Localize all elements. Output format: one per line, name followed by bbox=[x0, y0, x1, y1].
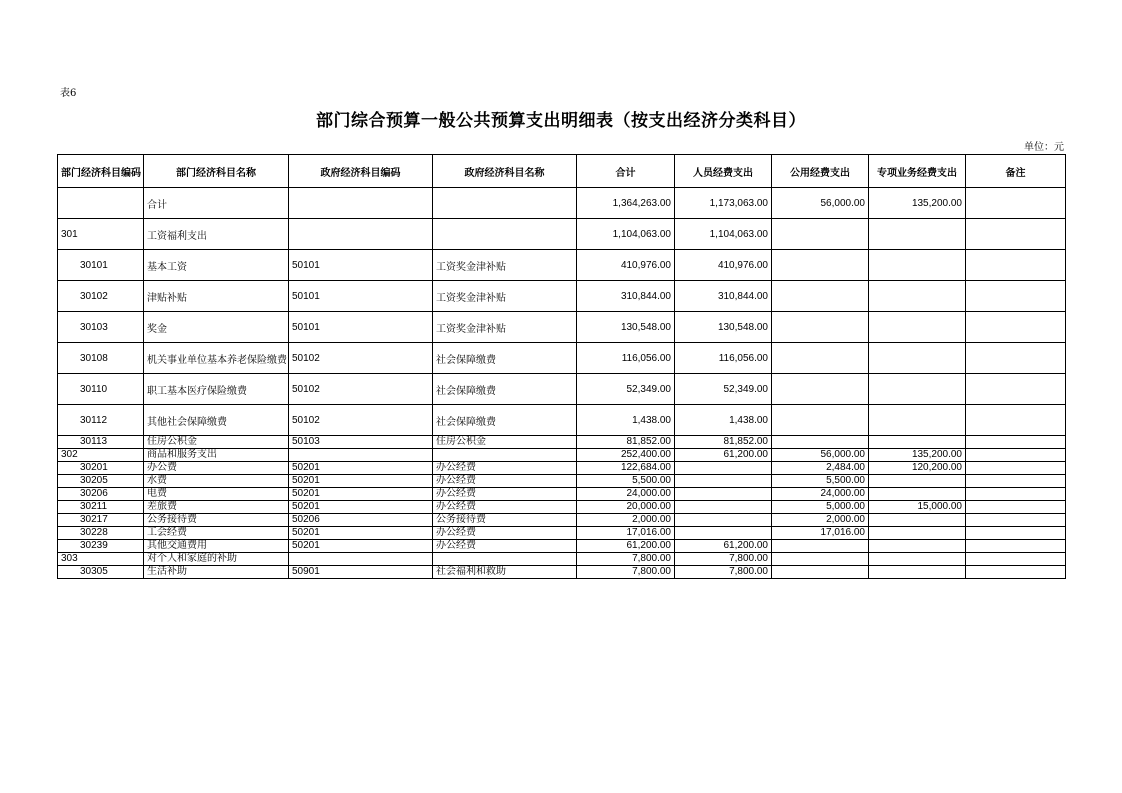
cell-gov-name: 办公经费 bbox=[433, 488, 577, 501]
cell-personnel: 130,548.00 bbox=[675, 312, 772, 343]
cell-special bbox=[869, 553, 966, 566]
cell-note bbox=[966, 540, 1066, 553]
table-row bbox=[58, 514, 1066, 527]
cell-note bbox=[966, 514, 1066, 527]
cell-dept-code: 30217 bbox=[58, 514, 144, 527]
cell-dept-name: 津贴补贴 bbox=[144, 281, 289, 312]
table-row bbox=[58, 475, 1066, 488]
cell-gov-code bbox=[289, 449, 433, 462]
table-number-label: 表6 bbox=[60, 88, 77, 99]
cell-total: 2,000.00 bbox=[577, 514, 675, 527]
cell-public: 24,000.00 bbox=[772, 488, 869, 501]
cell-public: 5,500.00 bbox=[772, 475, 869, 488]
cell-note bbox=[966, 312, 1066, 343]
cell-dept-name: 合计 bbox=[144, 188, 289, 219]
cell-gov-name bbox=[433, 188, 577, 219]
cell-dept-name: 其他交通费用 bbox=[144, 540, 289, 553]
cell-note bbox=[966, 188, 1066, 219]
cell-dept-name: 基本工资 bbox=[144, 250, 289, 281]
cell-personnel: 7,800.00 bbox=[675, 566, 772, 579]
cell-personnel bbox=[675, 462, 772, 475]
cell-public bbox=[772, 343, 869, 374]
cell-gov-name bbox=[433, 449, 577, 462]
cell-note bbox=[966, 475, 1066, 488]
cell-dept-code: 30228 bbox=[58, 527, 144, 540]
cell-dept-name: 工资福利支出 bbox=[144, 219, 289, 250]
cell-public bbox=[772, 405, 869, 436]
table-row bbox=[58, 501, 1066, 514]
table-row bbox=[58, 250, 1066, 281]
cell-note bbox=[966, 281, 1066, 312]
cell-special bbox=[869, 540, 966, 553]
cell-gov-name: 社会福利和救助 bbox=[433, 566, 577, 579]
cell-personnel: 1,173,063.00 bbox=[675, 188, 772, 219]
cell-dept-name: 工会经费 bbox=[144, 527, 289, 540]
cell-gov-name: 社会保障缴费 bbox=[433, 343, 577, 374]
cell-gov-name: 社会保障缴费 bbox=[433, 374, 577, 405]
cell-special bbox=[869, 374, 966, 405]
cell-personnel: 310,844.00 bbox=[675, 281, 772, 312]
cell-special bbox=[869, 436, 966, 449]
cell-gov-code: 50201 bbox=[289, 501, 433, 514]
cell-gov-code: 50101 bbox=[289, 250, 433, 281]
cell-dept-code: 30305 bbox=[58, 566, 144, 579]
cell-dept-name: 商品和服务支出 bbox=[144, 449, 289, 462]
cell-special bbox=[869, 488, 966, 501]
cell-gov-code: 50201 bbox=[289, 475, 433, 488]
cell-personnel bbox=[675, 514, 772, 527]
table-row bbox=[58, 343, 1066, 374]
cell-note bbox=[966, 488, 1066, 501]
cell-personnel bbox=[675, 501, 772, 514]
cell-dept-name: 办公费 bbox=[144, 462, 289, 475]
cell-dept-code: 30201 bbox=[58, 462, 144, 475]
cell-gov-code bbox=[289, 219, 433, 250]
cell-special bbox=[869, 312, 966, 343]
cell-special bbox=[869, 281, 966, 312]
cell-public bbox=[772, 540, 869, 553]
cell-dept-name: 差旅费 bbox=[144, 501, 289, 514]
cell-special bbox=[869, 219, 966, 250]
cell-public: 17,016.00 bbox=[772, 527, 869, 540]
cell-dept-code: 30102 bbox=[58, 281, 144, 312]
table-row bbox=[58, 527, 1066, 540]
table-row bbox=[58, 449, 1066, 462]
cell-special bbox=[869, 405, 966, 436]
cell-total: 1,364,263.00 bbox=[577, 188, 675, 219]
cell-public: 2,484.00 bbox=[772, 462, 869, 475]
cell-special bbox=[869, 514, 966, 527]
cell-total: 116,056.00 bbox=[577, 343, 675, 374]
cell-gov-code: 50103 bbox=[289, 436, 433, 449]
cell-personnel: 61,200.00 bbox=[675, 540, 772, 553]
cell-gov-name bbox=[433, 219, 577, 250]
cell-note bbox=[966, 219, 1066, 250]
cell-dept-code: 30211 bbox=[58, 501, 144, 514]
cell-personnel: 7,800.00 bbox=[675, 553, 772, 566]
cell-gov-code: 50102 bbox=[289, 343, 433, 374]
cell-public bbox=[772, 281, 869, 312]
cell-dept-code: 30101 bbox=[58, 250, 144, 281]
cell-total: 5,500.00 bbox=[577, 475, 675, 488]
cell-dept-code: 30112 bbox=[58, 405, 144, 436]
cell-gov-code: 50102 bbox=[289, 405, 433, 436]
cell-personnel bbox=[675, 475, 772, 488]
cell-public bbox=[772, 374, 869, 405]
table-row bbox=[58, 540, 1066, 553]
cell-special bbox=[869, 250, 966, 281]
cell-total: 7,800.00 bbox=[577, 566, 675, 579]
header-gov-code: 政府经济科目编码 bbox=[289, 155, 433, 188]
cell-total: 130,548.00 bbox=[577, 312, 675, 343]
table-row bbox=[58, 462, 1066, 475]
table-row bbox=[58, 436, 1066, 449]
cell-gov-name: 工资奖金津补贴 bbox=[433, 250, 577, 281]
cell-gov-code: 50101 bbox=[289, 312, 433, 343]
table-row bbox=[58, 281, 1066, 312]
cell-special bbox=[869, 566, 966, 579]
cell-special: 135,200.00 bbox=[869, 188, 966, 219]
cell-public: 2,000.00 bbox=[772, 514, 869, 527]
header-dept-code: 部门经济科目编码 bbox=[58, 155, 144, 188]
header-note: 备注 bbox=[966, 155, 1066, 188]
cell-gov-name: 公务接待费 bbox=[433, 514, 577, 527]
cell-note bbox=[966, 405, 1066, 436]
cell-gov-name bbox=[433, 553, 577, 566]
cell-personnel: 61,200.00 bbox=[675, 449, 772, 462]
cell-dept-name: 对个人和家庭的补助 bbox=[144, 553, 289, 566]
cell-dept-code: 30103 bbox=[58, 312, 144, 343]
cell-dept-code: 30113 bbox=[58, 436, 144, 449]
header-personnel: 人员经费支出 bbox=[675, 155, 772, 188]
cell-total: 7,800.00 bbox=[577, 553, 675, 566]
cell-total: 310,844.00 bbox=[577, 281, 675, 312]
cell-special: 15,000.00 bbox=[869, 501, 966, 514]
table-row bbox=[58, 553, 1066, 566]
header-gov-name: 政府经济科目名称 bbox=[433, 155, 577, 188]
cell-public bbox=[772, 250, 869, 281]
cell-public: 5,000.00 bbox=[772, 501, 869, 514]
cell-gov-code: 50901 bbox=[289, 566, 433, 579]
cell-special bbox=[869, 343, 966, 374]
header-total: 合计 bbox=[577, 155, 675, 188]
cell-special: 120,200.00 bbox=[869, 462, 966, 475]
cell-personnel: 410,976.00 bbox=[675, 250, 772, 281]
cell-dept-code: 30239 bbox=[58, 540, 144, 553]
cell-dept-code: 301 bbox=[58, 219, 144, 250]
cell-total: 20,000.00 bbox=[577, 501, 675, 514]
cell-gov-name: 工资奖金津补贴 bbox=[433, 312, 577, 343]
cell-note bbox=[966, 436, 1066, 449]
cell-gov-code bbox=[289, 553, 433, 566]
table-header-row bbox=[58, 155, 1066, 188]
cell-gov-code: 50101 bbox=[289, 281, 433, 312]
cell-gov-name: 住房公积金 bbox=[433, 436, 577, 449]
cell-gov-code: 50201 bbox=[289, 488, 433, 501]
cell-dept-code: 302 bbox=[58, 449, 144, 462]
cell-note bbox=[966, 343, 1066, 374]
cell-dept-name: 水费 bbox=[144, 475, 289, 488]
cell-dept-code: 303 bbox=[58, 553, 144, 566]
header-special: 专项业务经费支出 bbox=[869, 155, 966, 188]
cell-gov-code: 50201 bbox=[289, 540, 433, 553]
cell-personnel bbox=[675, 488, 772, 501]
cell-total: 1,438.00 bbox=[577, 405, 675, 436]
table-body bbox=[58, 188, 1066, 579]
cell-total: 1,104,063.00 bbox=[577, 219, 675, 250]
cell-public: 56,000.00 bbox=[772, 449, 869, 462]
cell-personnel: 1,104,063.00 bbox=[675, 219, 772, 250]
table-row bbox=[58, 312, 1066, 343]
cell-dept-name: 其他社会保障缴费 bbox=[144, 405, 289, 436]
cell-dept-code bbox=[58, 188, 144, 219]
cell-public bbox=[772, 553, 869, 566]
cell-note bbox=[966, 250, 1066, 281]
cell-special: 135,200.00 bbox=[869, 449, 966, 462]
cell-dept-code: 30108 bbox=[58, 343, 144, 374]
cell-note bbox=[966, 566, 1066, 579]
cell-total: 52,349.00 bbox=[577, 374, 675, 405]
cell-dept-name: 奖金 bbox=[144, 312, 289, 343]
cell-total: 24,000.00 bbox=[577, 488, 675, 501]
cell-total: 61,200.00 bbox=[577, 540, 675, 553]
cell-gov-code: 50206 bbox=[289, 514, 433, 527]
cell-total: 410,976.00 bbox=[577, 250, 675, 281]
cell-dept-name: 住房公积金 bbox=[144, 436, 289, 449]
cell-gov-code: 50201 bbox=[289, 462, 433, 475]
cell-gov-code bbox=[289, 188, 433, 219]
cell-personnel: 1,438.00 bbox=[675, 405, 772, 436]
header-public: 公用经费支出 bbox=[772, 155, 869, 188]
cell-dept-code: 30205 bbox=[58, 475, 144, 488]
page-title: 部门综合预算一般公共预算支出明细表（按支出经济分类科目） bbox=[316, 111, 806, 131]
header-dept-name: 部门经济科目名称 bbox=[144, 155, 289, 188]
cell-total: 122,684.00 bbox=[577, 462, 675, 475]
cell-note bbox=[966, 527, 1066, 540]
cell-public bbox=[772, 219, 869, 250]
cell-total: 81,852.00 bbox=[577, 436, 675, 449]
cell-gov-name: 办公经费 bbox=[433, 527, 577, 540]
table-row bbox=[58, 405, 1066, 436]
cell-gov-name: 社会保障缴费 bbox=[433, 405, 577, 436]
cell-gov-name: 办公经费 bbox=[433, 462, 577, 475]
cell-gov-name: 工资奖金津补贴 bbox=[433, 281, 577, 312]
cell-gov-name: 办公经费 bbox=[433, 475, 577, 488]
cell-public bbox=[772, 566, 869, 579]
expenditure-detail-table bbox=[57, 154, 1066, 579]
unit-label: 单位：元 bbox=[1024, 142, 1064, 153]
cell-gov-name: 办公经费 bbox=[433, 501, 577, 514]
cell-special bbox=[869, 475, 966, 488]
table-row bbox=[58, 488, 1066, 501]
cell-note bbox=[966, 501, 1066, 514]
cell-gov-code: 50201 bbox=[289, 527, 433, 540]
cell-dept-code: 30110 bbox=[58, 374, 144, 405]
cell-dept-name: 电费 bbox=[144, 488, 289, 501]
cell-total: 252,400.00 bbox=[577, 449, 675, 462]
cell-gov-name: 办公经费 bbox=[433, 540, 577, 553]
table-row bbox=[58, 566, 1066, 579]
cell-dept-name: 职工基本医疗保险缴费 bbox=[144, 374, 289, 405]
cell-dept-code: 30206 bbox=[58, 488, 144, 501]
cell-personnel: 116,056.00 bbox=[675, 343, 772, 374]
cell-public: 56,000.00 bbox=[772, 188, 869, 219]
cell-dept-name: 机关事业单位基本养老保险缴费 bbox=[144, 343, 289, 374]
table-row bbox=[58, 219, 1066, 250]
table-row bbox=[58, 188, 1066, 219]
cell-dept-name: 公务接待费 bbox=[144, 514, 289, 527]
cell-personnel: 81,852.00 bbox=[675, 436, 772, 449]
cell-note bbox=[966, 462, 1066, 475]
cell-note bbox=[966, 553, 1066, 566]
cell-personnel: 52,349.00 bbox=[675, 374, 772, 405]
cell-public bbox=[772, 436, 869, 449]
cell-note bbox=[966, 449, 1066, 462]
cell-personnel bbox=[675, 527, 772, 540]
cell-total: 17,016.00 bbox=[577, 527, 675, 540]
cell-gov-code: 50102 bbox=[289, 374, 433, 405]
cell-note bbox=[966, 374, 1066, 405]
cell-dept-name: 生活补助 bbox=[144, 566, 289, 579]
cell-special bbox=[869, 527, 966, 540]
cell-public bbox=[772, 312, 869, 343]
table-row bbox=[58, 374, 1066, 405]
